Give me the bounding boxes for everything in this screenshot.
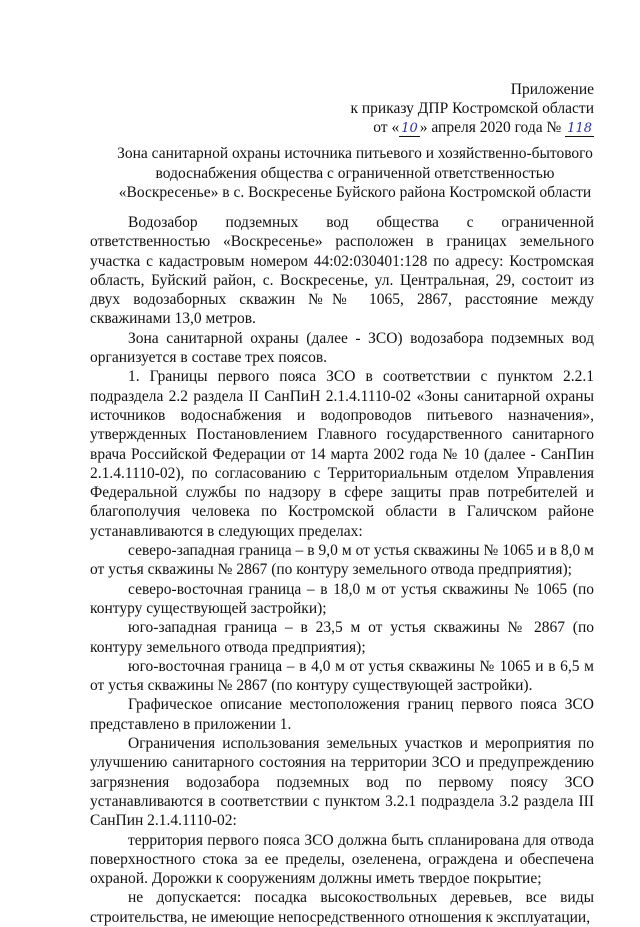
paragraph-southwest-boundary: юго-западная граница – в 23,5 м от устья скважины № 2867 (по контуру земельного отвода предприятия); (90, 619, 594, 656)
handwritten-day: 10 (401, 121, 418, 136)
document-body (90, 213, 594, 927)
paragraph-zone-organization: Зона санитарной охраны (далее - ЗСО) водозабора подземных вод организуется в составе трех поясов. (90, 329, 594, 367)
appendix-date-line (350, 118, 594, 137)
paragraph-intake-location: Водозабор подземных вод общества с ограниченной ответственностью «Воскресенье» расположен в границах земельного участка с кадастровым номером 44:02:030401:128 по адресу: Костромская область, Буйский район, с. Воскресенье, ул. Центральная, 29, состоит из двух водозаборных скважин №№ 1065, 2867, расстояние между скважинами 13,0 метров. (90, 214, 594, 328)
appendix-label: Приложение (510, 81, 594, 98)
paragraph-graphic-description: Графическое описание местоположения границ первого пояса ЗСО представлено в приложении 1. (90, 696, 594, 733)
appendix-order-ref: к приказу ДПР Костромской области (350, 100, 594, 117)
handwritten-number: 118 (567, 121, 592, 136)
paragraph-southeast-boundary: юго-восточная граница – в 4,0 м от устья скважины № 1065 и в 6,5 м от устья скважины № 2867 (по контуру существующей застройки). (90, 657, 594, 695)
paragraph-northwest-boundary: северо-западная граница – в 9,0 м от устья скважины № 1065 и в 8,0 м от устья скважины № 2867 (по контуру земельного отвода предприятия); (90, 542, 594, 579)
paragraph-first-belt-boundaries: 1. Границы первого пояса ЗСО в соответствии с пунктом 2.2.1 подраздела 2.2 раздела II СанПиН 2.1.4.1110-02 «Зоны санитарной охраны источников водоснабжения и водопроводов питьевого назначения», утвержденных Постановлением Главного государственного санитарного врача Российской Федерации от 14 марта 2002 года № 10 (далее - СанПин 2.1.4.1110-02), по согласованию с Территориальным отделом Управления Федеральной службы по надзору в сфере защиты прав потребителей и благополучия человека по Костромской области в Галичском районе устанавливаются в следующих пределах: (90, 368, 594, 540)
date-prefix: от « (373, 119, 400, 136)
paragraph-restrictions: Ограничения использования земельных участков и мероприятия по улучшению санитарного состояния на территории ЗСО и предупреждению загрязнения водозабора подземных вод по первому поясу ЗСО устанавливаются в соответствии с пунктом 3.2.1 подраздела 3.2 раздела III СанПин 2.1.4.1110-02: (90, 735, 594, 830)
appendix-header (350, 80, 594, 137)
paragraph-territory-requirements: территория первого пояса ЗСО должна быть спланирована для отвода поверхностного стока за ее пределы, озеленена, ограждена и обеспечена охраной. Дорожки к сооружениям должны иметь твердое покрытие; (90, 831, 594, 888)
paragraph-prohibitions: не допускается: посадка высокоствольных деревьев, все виды строительства, не имеющие непосредственного отношения к эксплуатации, (90, 889, 594, 926)
date-middle: » апреля 2020 года № (419, 119, 562, 136)
paragraph-northeast-boundary: северо-восточная граница – в 18,0 м от устья скважины № 1065 (по контуру существующей застройки); (90, 580, 594, 617)
document-title: Зона санитарной охраны источника питьевого и хозяйственно-бытового водоснабжения общества с ограниченной ответственностью «Воскресенье» в с. Воскресенье Буйского района Костромской области (117, 145, 593, 201)
